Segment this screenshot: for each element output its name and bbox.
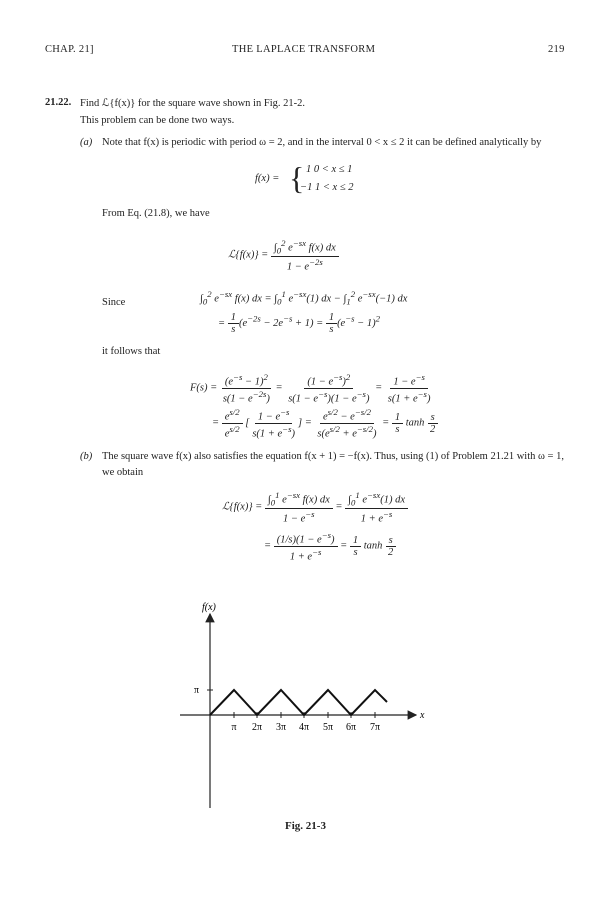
piecewise-case-1: 1 0 < x ≤ 1 [306, 164, 353, 175]
since-text: Since [102, 297, 126, 308]
wave-curve [210, 690, 387, 715]
laplace-periodic-formula: ℒ{f(x)} = $\frac{\int_0^2 e^{-sx} f(x) dx}{1 - e^{-2s}}$ [228, 238, 339, 272]
part-b-eq-1: ℒ{f(x)} = $\frac{\int_0^1 e^{-sx} f(x) dx}{1 - e^{-s}}$ = $\frac{\int_0^1 e^{-sx}(1) dx}{1 + e^{-s}}$ [222, 490, 408, 524]
x-tick-label: 5π [322, 722, 334, 733]
x-tick-label: 4π [298, 722, 310, 733]
it-follows-text: it follows that [102, 346, 161, 357]
part-b-eq-2: = $\frac{(1/s)(1 - e^{-s})}{1 + e^{-s}}$ = $\frac{1}{s}$ tanh $\frac{s}{2}$ [264, 530, 396, 562]
running-head-chapter: CHAP. 21] [45, 44, 94, 55]
x-tick-label: 7π [369, 722, 381, 733]
figure [180, 600, 440, 830]
x-tick-label: 6π [345, 722, 357, 733]
x-axis-label: x [420, 710, 425, 721]
problem-intro: This problem can be done two ways. [80, 115, 235, 126]
result-eq-2: = $\frac{e^{s/2}}{e^{s/2}}$ [ $\frac{1 - e^{-s}}{s(1 + e^{-s})}$ ] = $\frac{e^{s/2} - e^{-s/2}}{s(e^{s/2} + e^{-s/2})}$ = $\frac{1}{s}$ tanh $\frac{s}{2}$ [212, 407, 438, 439]
x-tick-label: 3π [275, 722, 287, 733]
page-number: 219 [548, 44, 565, 55]
running-head-title: THE LAPLACE TRANSFORM [232, 44, 376, 55]
problem-title: Find ℒ{f(x)} for the square wave shown in Fig. 21-2. [80, 98, 305, 109]
x-tick-label: 2π [251, 722, 263, 733]
from-eq-text: From Eq. (21.8), we have [102, 208, 210, 219]
piecewise-lhs: f(x) = [255, 173, 280, 184]
figure-caption: Fig. 21-3 [285, 820, 326, 832]
integral-split-eq: $\int_0^2$ $e^{-sx}$ f(x) dx = $\int_0^1$ $e^{-sx}(1)$ dx − $\int_1^2$ $e^{-sx}(-1)$ dx [200, 289, 408, 307]
part-b-label: (b) [80, 451, 93, 462]
x-tick-label: π [231, 722, 237, 733]
y-tick-label: π [194, 685, 200, 696]
piecewise-case-2: −1 1 < x ≤ 2 [300, 182, 354, 193]
part-a-text: Note that f(x) is periodic with period ω = 2, and in the interval 0 < x ≤ 2 it can be defined analytically by [102, 137, 542, 148]
y-axis-label: f(x) [202, 602, 216, 613]
problem-number: 21.22. [45, 97, 72, 108]
piecewise-brace: { [289, 160, 305, 196]
part-b-text-2: we obtain [102, 467, 144, 478]
integral-result-eq: = $\frac{1}{s}$ $(e^{-2s} - 2e^{-s} + 1)$ = $\frac{1}{s}$ $(e^{-s} - 1)^2$ [218, 312, 381, 335]
part-b-text-1: The square wave f(x) also satisfies the equation f(x + 1) = −f(x). Thus, using (1) of Problem 21.21 with ω = 1, [102, 451, 564, 462]
part-a-label: (a) [80, 137, 93, 148]
result-eq-1: F(s) = $\frac{(e^{-s} - 1)^2}{s(1 - e^{-2s})}$ = $\frac{(1 - e^{-s})^2}{s(1 - e^{-s})(1 - e^{-s})}$ = $\frac{1 - e^{-s}}{s(1 + e^{-s})}$ [190, 372, 431, 404]
triangle-wave-plot [180, 600, 440, 830]
